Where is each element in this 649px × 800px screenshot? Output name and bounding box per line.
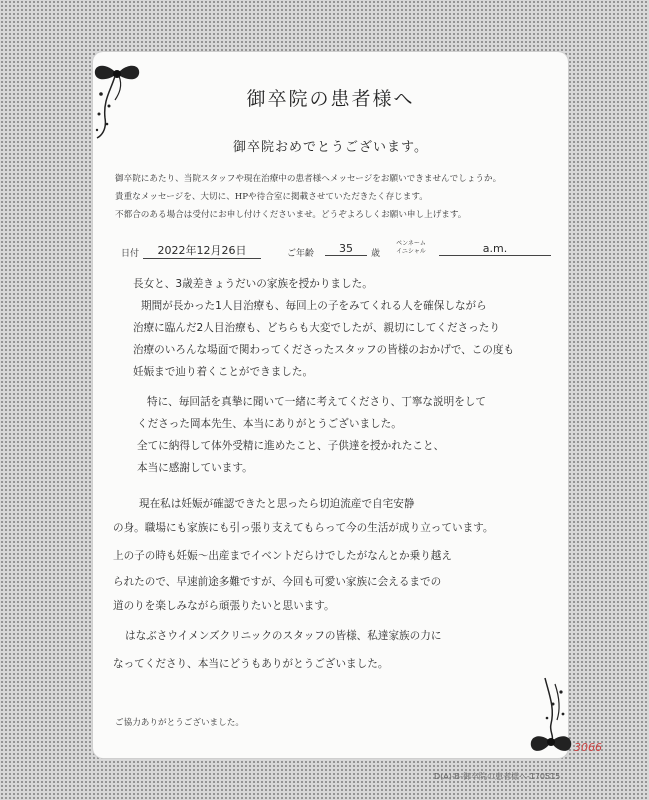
message-line: くださった岡本先生、本当にありがとうございました。: [137, 418, 402, 430]
message-line: 長女と、3歳差きょうだいの家族を授かりました。: [133, 278, 373, 290]
message-line: なってくださり、本当にどうもありがとうございました。: [113, 658, 389, 670]
message-line: はなぶさウイメンズクリニックのスタッフの皆様、私達家族の力に: [125, 630, 442, 642]
message-line: られたので、早速前途多難ですが、今回も可愛い家族に会えるまでの: [113, 576, 442, 588]
page-title: 御卒院の患者様へ: [246, 88, 415, 110]
intro-line: 御卒院にあたり、当院スタッフや現在治療中の患者様へメッセージをお願いできませんでしょうか。: [115, 174, 502, 184]
message-line: 期間が長かった1人目治療も、毎回上の子をみてくれる人を確保しながら: [141, 300, 487, 312]
message-line: 本当に感謝しています。: [137, 462, 253, 474]
age-unit: 歳: [371, 249, 381, 259]
message-line: 妊娠まで辿り着くことができました。: [133, 366, 314, 378]
intro-line: 不都合のある場合は受付にお申し付けくださいませ。どうぞよろしくお願い申し上げます。: [115, 210, 467, 220]
intro-text: [115, 170, 555, 224]
age-value: 35: [325, 242, 367, 256]
message-line: 治療に臨んだ2人目治療も、どちらも大変でしたが、親切にしてくださったり: [133, 322, 500, 334]
intro-line: 貴重なメッセージを、大切に、HPや待合室に掲載させていただきたく存じます。: [115, 192, 428, 202]
document-footer: D(A)-B-御卒院の患者様へ-170515: [434, 772, 561, 781]
message-line: の身。職場にも家族にも引っ張り支えてもらって今の生活が成り立っています。: [113, 522, 494, 534]
message-line: 全てに納得して体外受精に進めたこと、子供達を授かれたこと、: [137, 440, 445, 452]
age-label: ご年齢: [287, 249, 315, 259]
message-card: [93, 52, 568, 758]
closing-text: ご協力ありがとうございました。: [115, 718, 244, 728]
pen-name-value: a.m.: [439, 242, 551, 256]
message-line: 上の子の時も妊娠〜出産までイベントだらけでしたがなんとか乗り越え: [113, 550, 452, 562]
handwritten-number: 3066: [574, 741, 602, 754]
date-value: 2022年12月26日: [143, 242, 261, 259]
pen-name-label-bottom: イニシャル: [396, 248, 426, 255]
pen-name-label-top: ペンネーム: [396, 240, 426, 247]
ribbon-bow-bottom-right-icon: [525, 674, 575, 758]
form-fields: [121, 240, 551, 264]
page-subtitle: 御卒院おめでとうございます。: [233, 140, 428, 155]
pen-name-label: [391, 240, 431, 256]
message-line: 道のりを楽しみながら頑張りたいと思います。: [113, 600, 335, 612]
message-line: 現在私は妊娠が確認できたと思ったら切迫流産で自宅安静: [139, 498, 415, 510]
message-line: 特に、毎回話を真摯に聞いて一緒に考えてくださり、丁寧な説明をして: [147, 396, 486, 408]
message-line: 治療のいろんな場面で関わってくださったスタッフの皆様のおかげで、この度も: [133, 344, 515, 356]
date-label: 日付: [121, 249, 140, 259]
